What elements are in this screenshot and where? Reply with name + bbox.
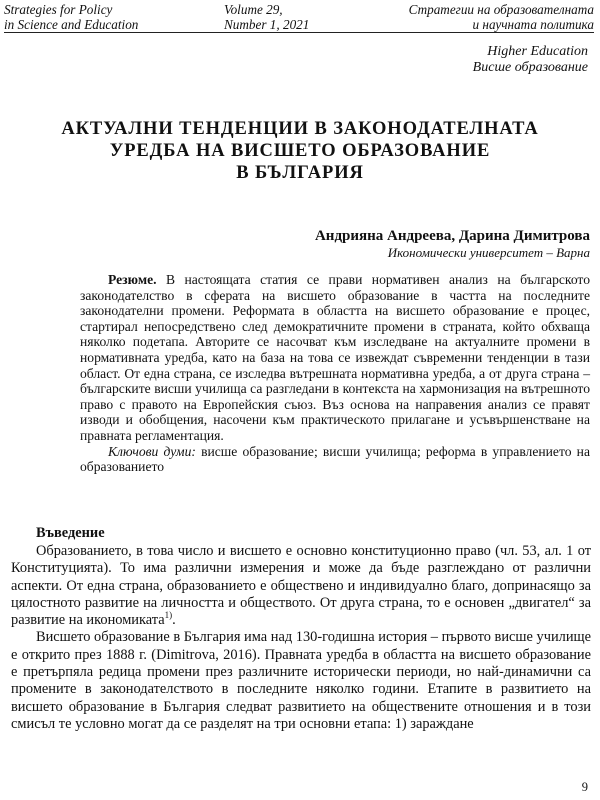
journal-title-bg-line2: и научната политика [472,16,594,32]
body-paragraph-2: Висшето образование в България има над 130-годишна история – първото висше училище е открито през 1888 г. (Dimitrova, 2016). Правната уредба в областта на висшето образование е претърпяла редица промени през различните исторически периоди, но най-динамични са промените в законодателството в последните няколко години. Етапите в развитието на висшето образование в България следват развитието на обществените отношения и в този смисъл те условно могат да се разделят на три основни етапа: 1) зараждане [11,629,591,732]
header-rule [4,32,594,33]
keywords-label: Ключови думи: [108,443,196,459]
authors: Андрияна Андреева, Дарина Димитрова [314,228,590,244]
body-paragraph-1 [11,543,591,629]
abstract [80,272,590,475]
paragraph-1-text: Образованието, в това число и висшето е основно конституционно право (чл. 53, ал. 1 от Конституцията). То има различни измерения и може да бъде разглеждано от различни аспекти. От една страна, образованието е обществено и индивидуално благо, допринасящо за цялостното развитие на личността и обществото. От друга страна, то е основен „двигател“ за развитие на икономиката [11,543,591,629]
journal-title-bg-line1: Стратегии на образователната [408,2,594,17]
title-line-3: В БЪЛГАРИЯ [236,163,364,183]
section-label [473,44,588,76]
section-label-bg: Висше образование [472,60,588,75]
section-heading: Въведение [36,525,105,541]
volume-info [224,3,309,32]
footnote-ref[interactable]: 1) [164,610,173,621]
article-title [10,118,590,184]
title-line-2: УРЕДБА НА ВИСШЕТО ОБРАЗОВАНИЕ [109,141,491,161]
abstract-text: В настоящата статия се прави нормативен анализ на българското законодателство в сферата на висшето образование в частта на последните законодателни промени. Реформата в областта на висшето образование е процес, стартирал непосредствено след демократичните промени в страната, който обхваща няколко подетапа. Авторите се насочват към изследване на актуалните промени в нормативната уредба, като на база на това се извеждат съвременни тенденции в тази област. От една страна, се изследва вътрешната нормативна уредба, а от друга страна – българските висши училища са разгледани в контекста на хармонизация на вътрешното право с правото на Европейския съюз. Въз основа на направения анализ се правят изводи и обобщения, насочени към практическото прилагане и усъвършенстване на правната регламентация. [80,272,590,443]
title-line-1: АКТУАЛНИ ТЕНДЕНЦИИ В ЗАКОНОДАТЕЛНАТА [61,119,539,139]
issue-label: Number 1, 2021 [224,16,310,32]
paragraph-1-end: . [172,612,176,629]
journal-title-en [4,3,138,32]
keywords-paragraph [80,444,590,475]
journal-title-bg [409,3,594,32]
section-label-en: Higher Education [487,44,588,59]
abstract-paragraph [80,272,590,444]
abstract-label: Резюме. [108,272,157,287]
page-number: 9 [581,780,588,794]
keywords-text: висше образование; висши училища; реформа в управлението на образованието [80,443,590,475]
volume-label: Volume 29, [224,2,283,17]
article-body [11,525,591,733]
affiliation: Икономически университет – Варна [387,245,590,260]
journal-title-en-line1: Strategies for Policy [4,2,113,17]
journal-title-en-line2: in Science and Education [4,16,139,32]
